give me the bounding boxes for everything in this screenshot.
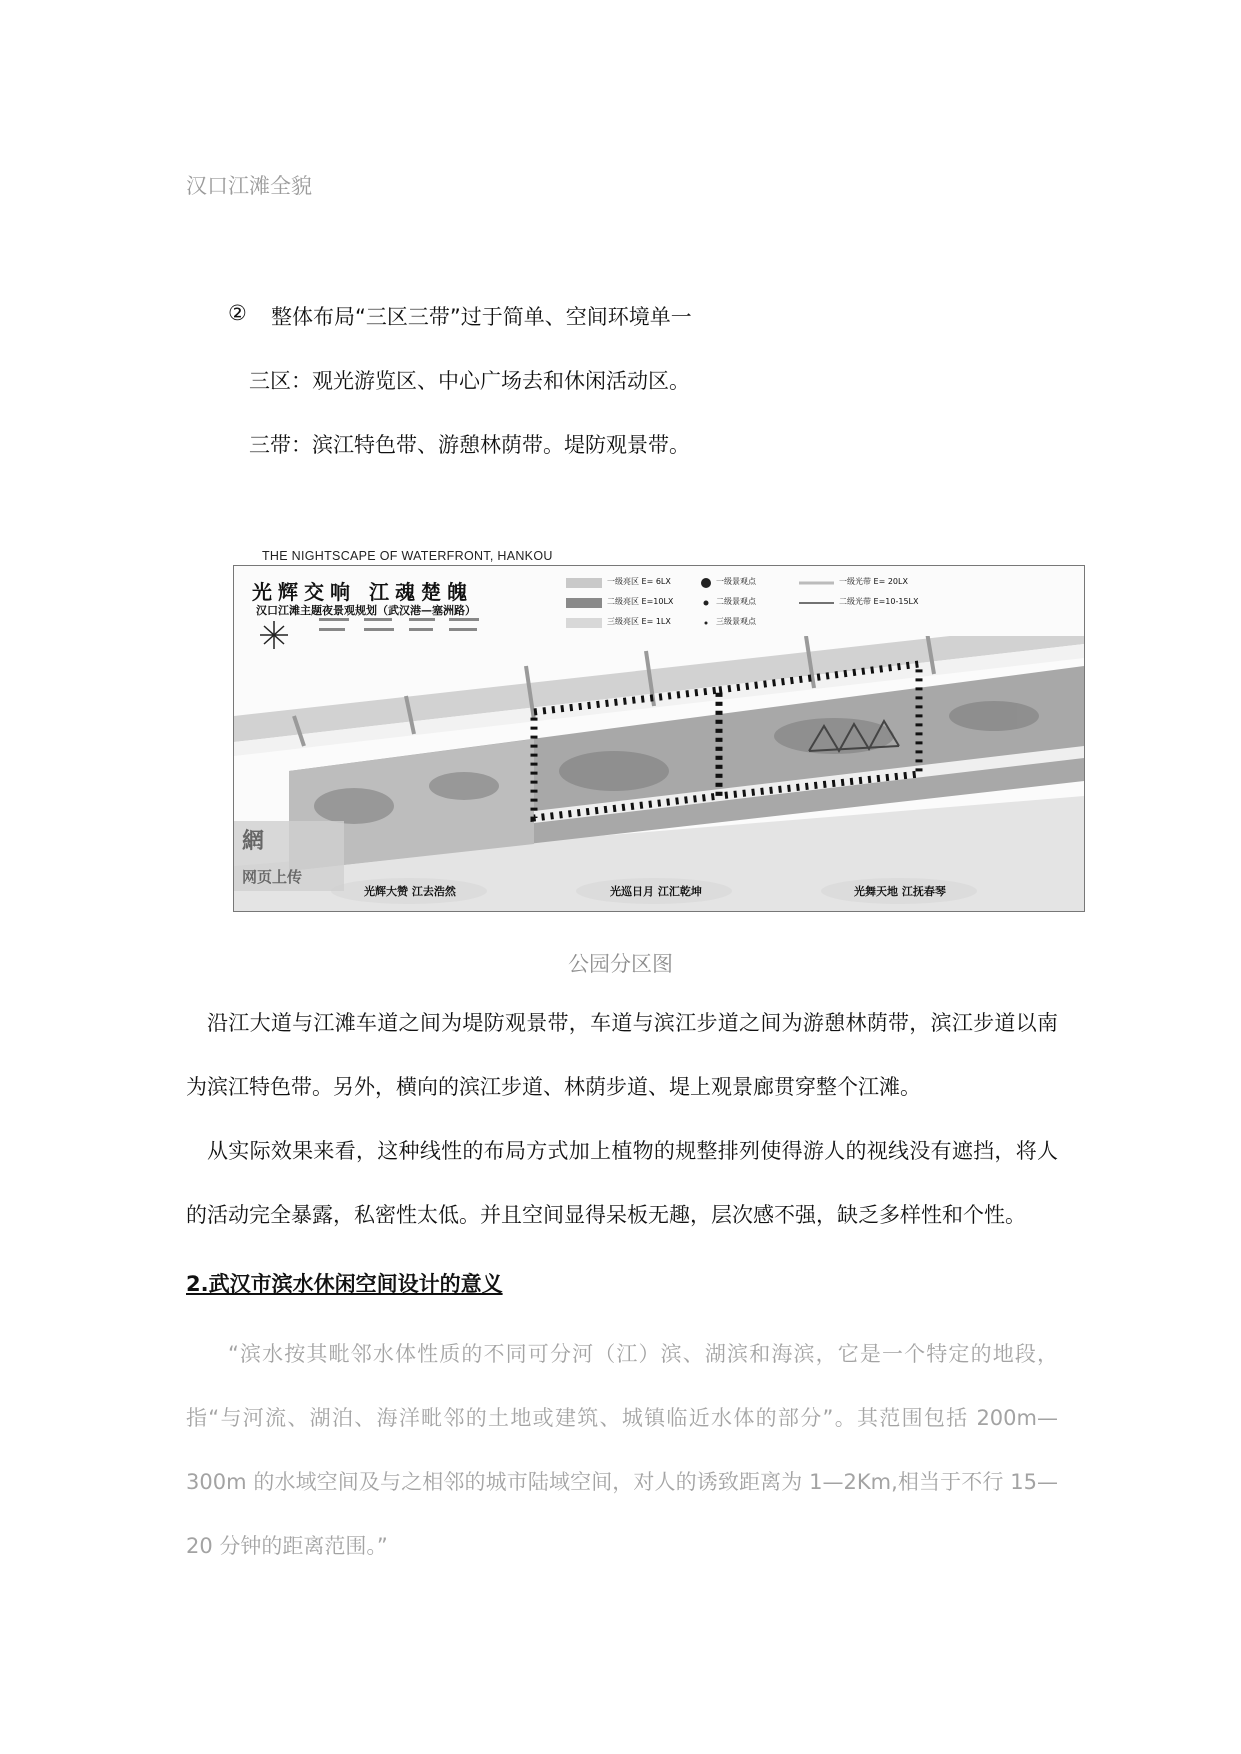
list-item-marker: ②	[228, 301, 247, 325]
list-item-text: 整体布局“三区三带”过于简单、空间环境单一	[271, 305, 692, 329]
zone-label-3: 光舞天地 江抚春琴	[854, 885, 946, 898]
watermark-text-2: 网页上传	[242, 868, 303, 886]
figure-subtitle: 汉口江滩主题夜景观规划（武汉港—塞洲路）	[256, 604, 476, 617]
quote-paragraph: “滨水按其毗邻水体性质的不同可分河（江）滨、湖滨和海滨，它是一个特定的地段，指“与河流、湖泊、海洋毗邻的土地或建筑、城镇临近水体的部分”。其范围包括 200m—300m 的水域空间及与之相邻的城市陆域空间，对人的诱致距离为 1—2Km,相当于不行 15—20 分钟的距离范围。”	[186, 1342, 1058, 1558]
sub-item-zones: 三区：观光游览区、中心广场去和休闲活动区。	[249, 369, 690, 393]
sub-item-belts: 三带：滨江特色带、游憩林荫带。堤防观景带。	[249, 433, 690, 457]
legend-label-7: 一级光带 E= 20LX	[839, 577, 908, 586]
figure-main-title: 光辉交响 江魂楚魄	[252, 580, 473, 604]
legend-point-2	[704, 601, 709, 606]
legend-label-2: 二级亮区 E=10LX	[607, 597, 674, 606]
legend-swatch-light	[566, 578, 602, 588]
top-caption: 汉口江滩全貌	[186, 174, 312, 198]
legend-label-1: 一级亮区 E= 6LX	[607, 577, 671, 586]
park-zoning-plan-figure	[233, 565, 1085, 912]
legend-label-4: 一级景观点	[716, 577, 756, 586]
legend-swatch-pale	[566, 618, 602, 628]
legend-label-5: 二级景观点	[716, 597, 756, 606]
paragraph-belts: 沿江大道与江滩车道之间为堤防观景带，车道与滨江步道之间为游憩林荫带，滨江步道以南为滨江特色带。另外，横向的滨江步道、林荫步道、堤上观景廊贯穿整个江滩。	[186, 1011, 1058, 1099]
legend-label-8: 二级光带 E=10-15LX	[839, 597, 919, 606]
legend-swatch-mid	[566, 598, 602, 608]
figure-english-title: THE NIGHTSCAPE OF WATERFRONT, HANKOU	[262, 549, 553, 563]
section-heading: 2.武汉市滨水休闲空间设计的意义	[186, 1272, 503, 1296]
zone-label-1: 光辉大赞 江去浩然	[364, 885, 456, 898]
legend-label-3: 三级亮区 E= 1LX	[607, 617, 671, 626]
legend-label-6: 三级景观点	[716, 617, 756, 626]
zone-label-2: 光巡日月 江汇乾坤	[610, 885, 702, 898]
figure-caption: 公园分区图	[568, 952, 673, 976]
watermark-text-1: 網	[242, 829, 265, 854]
legend-point-3	[705, 622, 708, 625]
paragraph-effect: 从实际效果来看，这种线性的布局方式加上植物的规整排列使得游人的视线没有遮挡，将人的活动完全暴露，私密性太低。并且空间显得呆板无趣，层次感不强，缺乏多样性和个性。	[186, 1139, 1058, 1227]
legend-point-1	[701, 578, 711, 588]
